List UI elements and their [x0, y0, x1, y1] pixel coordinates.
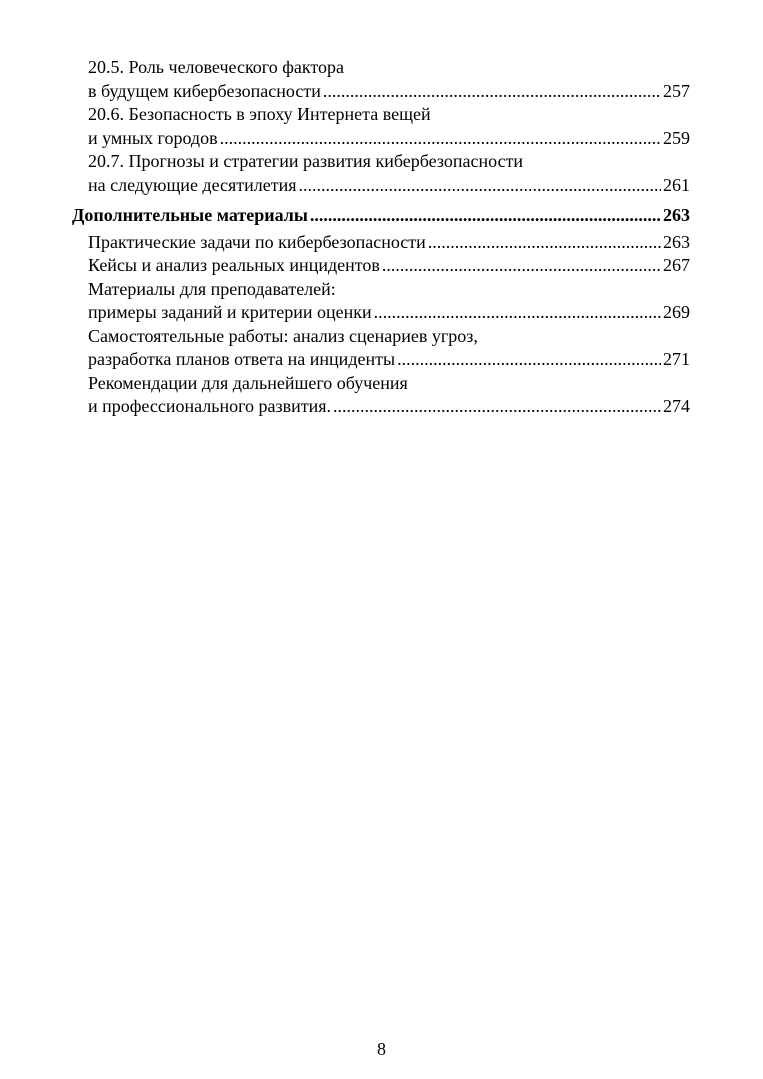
dot-leader: [310, 204, 661, 228]
dot-leader: [428, 231, 661, 255]
toc-entry-text: в будущем кибербезопасности: [88, 80, 321, 101]
toc-entry-last-line: [88, 231, 690, 255]
toc-entry-20-5: [72, 56, 690, 103]
toc-entry-independent-work: [72, 325, 690, 372]
toc-section-title: Дополнительные материалы: [72, 205, 308, 225]
toc-entry-last-line: [88, 395, 690, 419]
toc-entry-page: 269: [663, 302, 690, 322]
toc-entry-recommendations: [72, 372, 690, 419]
toc-entry-text: Материалы для преподавателей:: [88, 278, 336, 299]
toc-section-additional-materials: [72, 204, 690, 228]
toc-entry-text: Практические задачи по кибербезопасности: [88, 231, 426, 252]
toc-entry-last-line: [88, 348, 690, 372]
toc-entry-page: 261: [663, 174, 690, 195]
dot-leader: [323, 80, 661, 104]
toc-entry-page: 263: [663, 231, 690, 252]
toc-entry-page: 263: [663, 205, 690, 225]
toc-entry-page: 257: [663, 80, 690, 101]
toc-entry-text: на следующие десятилетия: [88, 174, 297, 195]
toc-entry-text: Самостоятельные работы: анализ сценариев угроз,: [88, 325, 478, 346]
table-of-contents: [72, 56, 690, 419]
toc-entry-text: 20.7. Прогнозы и стратегии развития кибербезопасности: [88, 151, 524, 171]
toc-entry-last-line: [88, 80, 690, 104]
toc-entry-last-line: [88, 254, 690, 278]
toc-entry-teacher-materials: [72, 278, 690, 325]
toc-entry-practical-tasks: [72, 231, 690, 255]
toc-entry-page: 274: [663, 396, 690, 416]
dot-leader: [299, 174, 661, 198]
toc-entry-text: примеры заданий и критерии оценки: [88, 302, 372, 322]
toc-entry-20-6: [72, 103, 690, 150]
toc-entry-page: 259: [663, 127, 690, 148]
dot-leader: [382, 254, 661, 278]
toc-entry-text: Кейсы и анализ реальных инцидентов: [88, 255, 380, 275]
toc-entry-20-7: [72, 150, 690, 197]
toc-entry-text: 20.6. Безопасность в эпоху Интернета вещей: [88, 104, 431, 124]
toc-entry-last-line: [88, 174, 690, 198]
toc-entry-text: разработка планов ответа на инциденты: [88, 349, 396, 369]
dot-leader: [220, 127, 661, 151]
dot-leader: [333, 395, 661, 419]
toc-entry-page: 267: [663, 255, 690, 275]
toc-entry-text: и профессионального развития.: [88, 396, 332, 416]
toc-entry-last-line: [88, 301, 690, 325]
toc-entry-last-line: [72, 204, 690, 228]
toc-entry-cases: [72, 254, 690, 278]
toc-entry-text: и умных городов: [88, 127, 218, 148]
toc-entry-text: 20.5. Роль человеческого фактора: [88, 57, 344, 77]
dot-leader: [397, 348, 661, 372]
toc-entry-page: 271: [663, 349, 690, 369]
toc-entry-last-line: [88, 127, 690, 151]
dot-leader: [374, 301, 661, 325]
page-number: 8: [377, 1039, 386, 1059]
toc-entry-text: Рекомендации для дальнейшего обучения: [88, 372, 408, 393]
